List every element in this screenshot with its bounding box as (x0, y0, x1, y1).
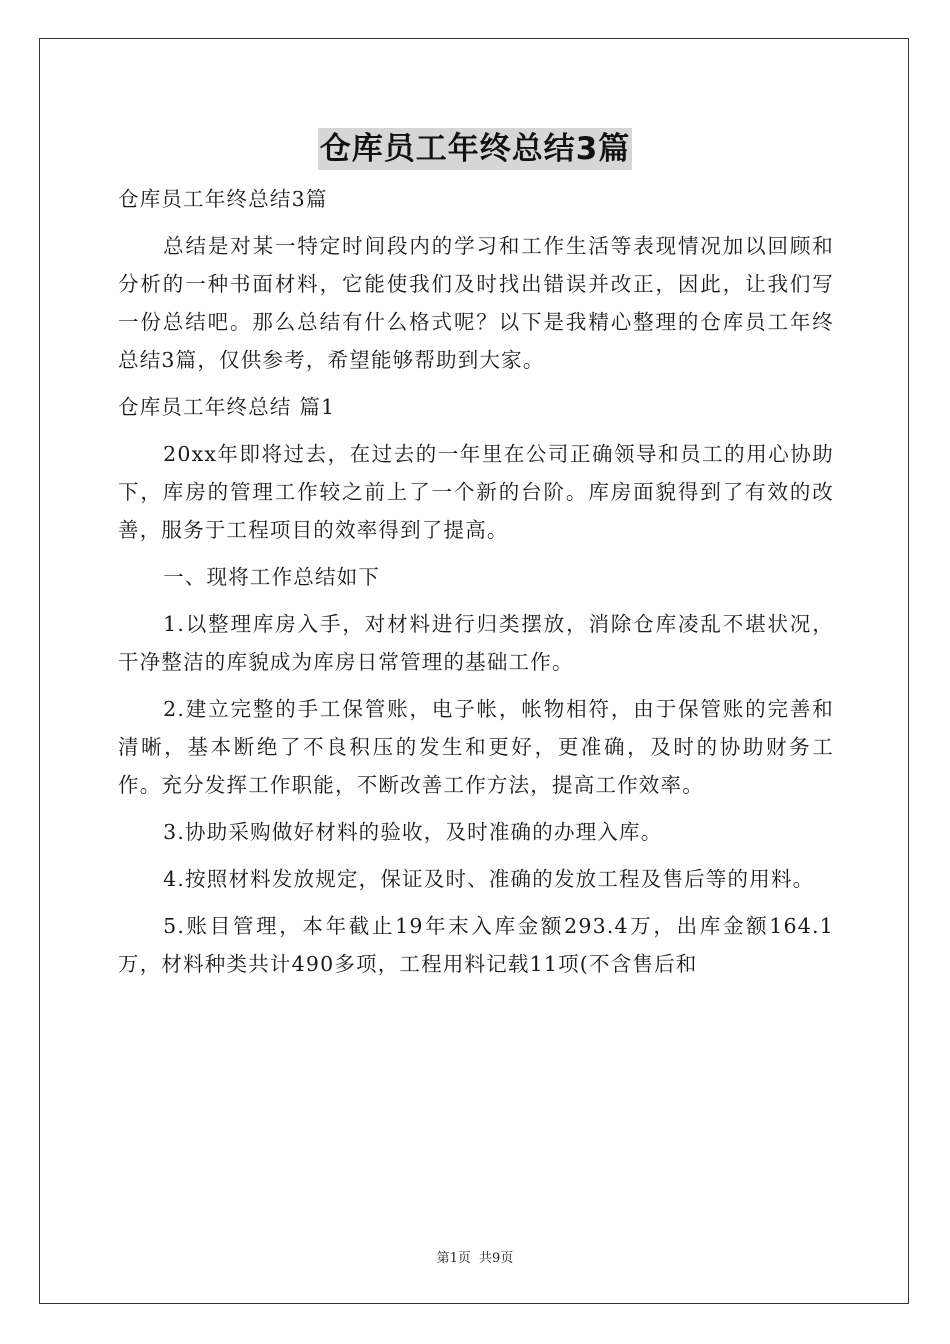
document-subtitle: 仓库员工年终总结3篇 (118, 187, 328, 211)
list-item: 2.建立完整的手工保管账，电子帐，帐物相符，由于保管账的完善和清晰，基本断绝了不良积压的发生和更好，更准确，及时的协助财务工作。充分发挥工作职能，不断改善工作方法，提高工作效率。 (118, 697, 834, 797)
section-heading: 仓库员工年终总结 篇1 (118, 395, 336, 419)
document-title: 仓库员工年终总结3篇 (318, 128, 633, 170)
list-item: 1.以整理库房入手，对材料进行归类摆放，消除仓库凌乱不堪状况，干净整洁的库貌成为库房日常管理的基础工作。 (118, 612, 834, 674)
title-container (0, 128, 950, 170)
intro-paragraph: 总结是对某一特定时间段内的学习和工作生活等表现情况加以回顾和分析的一种书面材料，它能使我们及时找出错误并改正，因此，让我们写一份总结吧。那么总结有什么格式呢？以下是我精心整理的仓库员工年终总结3篇，仅供参考，希望能够帮助到大家。 (118, 234, 834, 372)
list-item: 5.账目管理，本年截止19年末入库金额293.4万，出库金额164.1万，材料种类共计490多项，工程用料记载11项(不含售后和 (118, 914, 834, 976)
body-paragraph: 20xx年即将过去，在过去的一年里在公司正确领导和员工的用心协助下，库房的管理工作较之前上了一个新的台阶。库房面貌得到了有效的改善，服务于工程项目的效率得到了提高。 (118, 442, 834, 542)
list-heading: 一、现将工作总结如下 (163, 565, 381, 589)
list-item: 4.按照材料发放规定，保证及时、准确的发放工程及售后等的用料。 (163, 867, 815, 891)
document-body (118, 180, 834, 992)
page-number: 第1页 共9页 (436, 1251, 514, 1266)
list-item: 3.协助采购做好材料的验收，及时准确的办理入库。 (163, 820, 663, 844)
